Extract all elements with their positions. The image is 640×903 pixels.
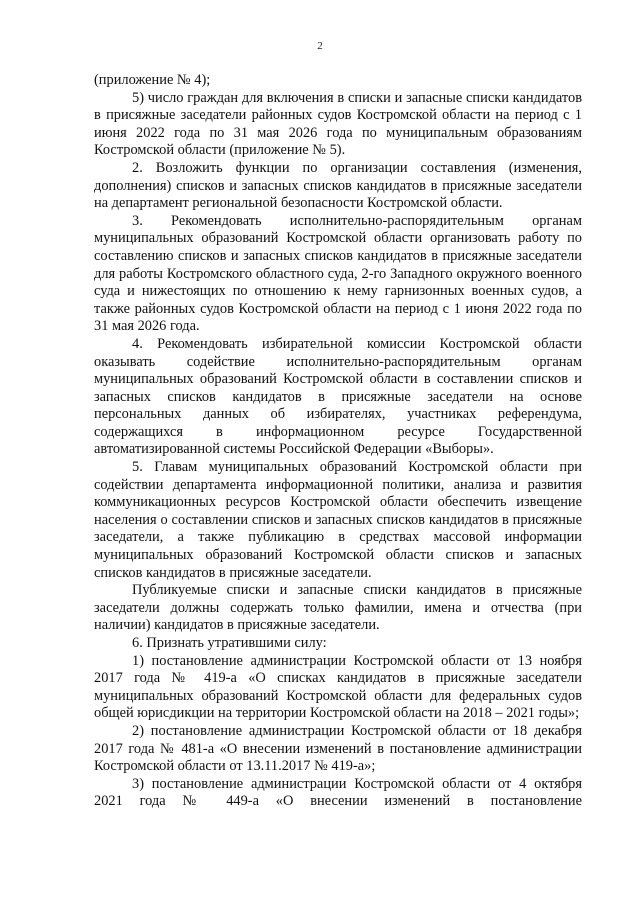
document-body [94,72,582,811]
paragraph-point-6: 6. Признать утратившими силу: [132,635,327,651]
paragraph-appendix-ref: (приложение № 4); [94,72,211,88]
paragraph-point-2: 2. Возложить функции по организации составления (изменения, дополнения) списков и запасных списков кандидатов в присяжные заседатели на департамент региональной безопасности Костромской области. [94,159,582,212]
paragraph-item-5: 5) число граждан для включения в списки и запасные списки кандидатов в присяжные заседатели районных судов Костромской области на период с 1 июня 2022 года по 31 мая 2026 года по муниципальным образованиям Костромской области (приложение № 5). [94,89,582,159]
page-number: 2 [317,40,323,52]
paragraph-point-3: 3. Рекомендовать исполнительно-распорядительным органам муниципальных образований Костромской области организовать работу по составлению списков и запасных списков кандидатов в присяжные заседатели для работы Костромского областного суда, 2-го Западного окружного военного суда и нижестоящих по отношению к нему гарнизонных военных судов, а также районных судов Костромской области на период с 1 июня 2022 года по 31 мая 2026 года. [94,212,582,335]
paragraph-repeal-2: 2) постановление администрации Костромской области от 18 декабря 2017 года № 481-а «О внесении изменений в постановление администрации Костромской области от 13.11.2017 № 419-а»; [94,722,582,775]
paragraph-repeal-1: 1) постановление администрации Костромской области от 13 ноября 2017 года № 419-а «О списках кандидатов в присяжные заседатели муниципальных образований Костромской области для федеральных судов общей юрисдикции на территории Костромской области на 2018 – 2021 годы»; [94,652,582,722]
paragraph-published-lists: Публикуемые списки и запасные списки кандидатов в присяжные заседатели должны содержать только фамилии, имена и отчества (при наличии) кандидатов в присяжные заседатели. [94,582,582,634]
paragraph-repeal-3: 3) постановление администрации Костромской области от 4 октября 2021 года № 449-а «О внесении изменений в постановление [94,775,582,810]
paragraph-point-4: 4. Рекомендовать избирательной комиссии Костромской области оказывать содействие исполнительно-распорядительным органам муниципальных образований Костромской области в составлении списков и запасных списков кандидатов в присяжные заседатели на основе персональных данных об избирателях, участниках референдума, содержащихся в информационном ресурсе Государственной автоматизированной системы Российской Федерации «Выборы». [94,335,582,458]
paragraph-point-5: 5. Главам муниципальных образований Костромской области при содействии департамента информационной политики, анализа и развития коммуникационных ресурсов Костромской области обеспечить извещение населения о составлении списков и запасных списков кандидатов в присяжные заседатели, а также публикацию в средствах массовой информации муниципальных образований Костромской области списков и запасных списков кандидатов в присяжные заседатели. [94,459,582,581]
